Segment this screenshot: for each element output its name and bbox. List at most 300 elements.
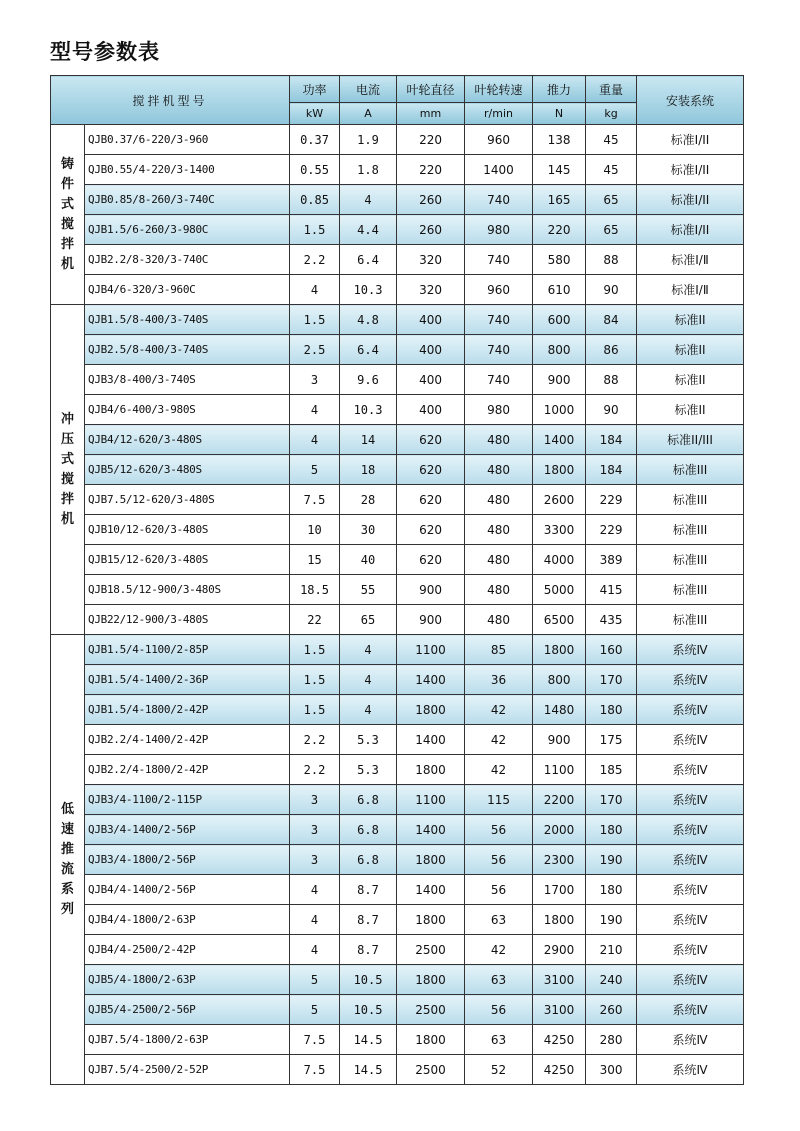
unit-thrust: N: [533, 103, 586, 125]
diameter-cell: 1800: [397, 1025, 465, 1055]
model-cell: QJB4/4-1400/2-56P: [85, 875, 290, 905]
thrust-cell: 1000: [533, 395, 586, 425]
page-title: 型号参数表: [50, 40, 160, 64]
weight-cell: 84: [586, 305, 637, 335]
model-cell: QJB7.5/4-2500/2-52P: [85, 1055, 290, 1085]
model-cell: QJB7.5/4-1800/2-63P: [85, 1025, 290, 1055]
unit-weight: kg: [586, 103, 637, 125]
weight-cell: 175: [586, 725, 637, 755]
table-row: [51, 395, 744, 425]
diameter-cell: 320: [397, 275, 465, 305]
thrust-cell: 1480: [533, 695, 586, 725]
current-cell: 4.4: [340, 215, 397, 245]
thrust-cell: 6500: [533, 605, 586, 635]
diameter-cell: 620: [397, 485, 465, 515]
weight-cell: 389: [586, 545, 637, 575]
model-cell: QJB1.5/4-1800/2-42P: [85, 695, 290, 725]
header-speed: 叶轮转速: [465, 76, 533, 103]
speed-cell: 740: [465, 305, 533, 335]
current-cell: 4: [340, 665, 397, 695]
power-cell: 0.37: [290, 125, 340, 155]
model-cell: QJB18.5/12-900/3-480S: [85, 575, 290, 605]
power-cell: 7.5: [290, 1055, 340, 1085]
install-cell: 标准III: [637, 515, 744, 545]
diameter-cell: 260: [397, 215, 465, 245]
table-row: [51, 545, 744, 575]
header-model: 搅拌机型号: [51, 76, 290, 125]
diameter-cell: 620: [397, 455, 465, 485]
table-row: [51, 635, 744, 665]
thrust-cell: 3100: [533, 965, 586, 995]
unit-power: kW: [290, 103, 340, 125]
thrust-cell: 3300: [533, 515, 586, 545]
install-cell: 标准III: [637, 485, 744, 515]
power-cell: 2.2: [290, 245, 340, 275]
thrust-cell: 1800: [533, 455, 586, 485]
speed-cell: 85: [465, 635, 533, 665]
thrust-cell: 1100: [533, 755, 586, 785]
diameter-cell: 220: [397, 125, 465, 155]
speed-cell: 115: [465, 785, 533, 815]
weight-cell: 88: [586, 365, 637, 395]
power-cell: 2.2: [290, 755, 340, 785]
current-cell: 65: [340, 605, 397, 635]
power-cell: 2.2: [290, 725, 340, 755]
model-cell: QJB4/12-620/3-480S: [85, 425, 290, 455]
current-cell: 1.8: [340, 155, 397, 185]
header-power: 功率: [290, 76, 340, 103]
weight-cell: 184: [586, 455, 637, 485]
power-cell: 1.5: [290, 695, 340, 725]
thrust-cell: 138: [533, 125, 586, 155]
power-cell: 3: [290, 815, 340, 845]
speed-cell: 42: [465, 935, 533, 965]
diameter-cell: 260: [397, 185, 465, 215]
install-cell: 标准Ⅰ/II: [637, 155, 744, 185]
speed-cell: 480: [465, 575, 533, 605]
thrust-cell: 2900: [533, 935, 586, 965]
weight-cell: 229: [586, 515, 637, 545]
power-cell: 5: [290, 965, 340, 995]
power-cell: 18.5: [290, 575, 340, 605]
current-cell: 6.4: [340, 245, 397, 275]
current-cell: 4: [340, 635, 397, 665]
power-cell: 4: [290, 875, 340, 905]
model-cell: QJB1.5/8-400/3-740S: [85, 305, 290, 335]
diameter-cell: 2500: [397, 1055, 465, 1085]
weight-cell: 180: [586, 875, 637, 905]
table-row: [51, 785, 744, 815]
thrust-cell: 610: [533, 275, 586, 305]
table-row: [51, 695, 744, 725]
weight-cell: 45: [586, 155, 637, 185]
speed-cell: 42: [465, 695, 533, 725]
speed-cell: 56: [465, 995, 533, 1025]
diameter-cell: 900: [397, 575, 465, 605]
install-cell: 系统Ⅳ: [637, 665, 744, 695]
thrust-cell: 1800: [533, 905, 586, 935]
header-install: 安装系统: [637, 76, 744, 125]
current-cell: 4.8: [340, 305, 397, 335]
weight-cell: 280: [586, 1025, 637, 1055]
power-cell: 1.5: [290, 635, 340, 665]
current-cell: 6.8: [340, 845, 397, 875]
current-cell: 30: [340, 515, 397, 545]
model-cell: QJB1.5/4-1400/2-36P: [85, 665, 290, 695]
speed-cell: 56: [465, 875, 533, 905]
weight-cell: 210: [586, 935, 637, 965]
weight-cell: 170: [586, 785, 637, 815]
table-row: [51, 665, 744, 695]
model-cell: QJB4/4-1800/2-63P: [85, 905, 290, 935]
speed-cell: 960: [465, 275, 533, 305]
table-row: [51, 275, 744, 305]
header-weight: 重量: [586, 76, 637, 103]
weight-cell: 190: [586, 905, 637, 935]
table-row: [51, 455, 744, 485]
power-cell: 5: [290, 995, 340, 1025]
model-cell: QJB3/4-1800/2-56P: [85, 845, 290, 875]
current-cell: 6.8: [340, 815, 397, 845]
speed-cell: 740: [465, 365, 533, 395]
speed-cell: 480: [465, 425, 533, 455]
model-cell: QJB2.5/8-400/3-740S: [85, 335, 290, 365]
current-cell: 14: [340, 425, 397, 455]
table-row: [51, 965, 744, 995]
power-cell: 1.5: [290, 665, 340, 695]
thrust-cell: 5000: [533, 575, 586, 605]
diameter-cell: 2500: [397, 935, 465, 965]
diameter-cell: 1400: [397, 875, 465, 905]
table-row: [51, 1025, 744, 1055]
speed-cell: 980: [465, 215, 533, 245]
header-row: [51, 76, 744, 103]
model-cell: QJB4/6-320/3-960C: [85, 275, 290, 305]
diameter-cell: 620: [397, 515, 465, 545]
thrust-cell: 4250: [533, 1025, 586, 1055]
current-cell: 8.7: [340, 905, 397, 935]
diameter-cell: 1400: [397, 665, 465, 695]
power-cell: 15: [290, 545, 340, 575]
install-cell: 标准II: [637, 305, 744, 335]
current-cell: 6.8: [340, 785, 397, 815]
speed-cell: 480: [465, 455, 533, 485]
model-cell: QJB5/4-1800/2-63P: [85, 965, 290, 995]
model-cell: QJB2.2/4-1800/2-42P: [85, 755, 290, 785]
table-row: [51, 515, 744, 545]
diameter-cell: 400: [397, 305, 465, 335]
current-cell: 8.7: [340, 875, 397, 905]
install-cell: 系统Ⅳ: [637, 755, 744, 785]
thrust-cell: 900: [533, 725, 586, 755]
diameter-cell: 1800: [397, 755, 465, 785]
thrust-cell: 4250: [533, 1055, 586, 1085]
power-cell: 3: [290, 785, 340, 815]
thrust-cell: 1700: [533, 875, 586, 905]
thrust-cell: 580: [533, 245, 586, 275]
weight-cell: 45: [586, 125, 637, 155]
power-cell: 4: [290, 935, 340, 965]
table-row: [51, 815, 744, 845]
table-row: [51, 365, 744, 395]
current-cell: 55: [340, 575, 397, 605]
power-cell: 1.5: [290, 305, 340, 335]
install-cell: 标准Ⅰ/II: [637, 125, 744, 155]
thrust-cell: 1400: [533, 425, 586, 455]
table-body: [51, 125, 744, 1085]
table-row: [51, 485, 744, 515]
power-cell: 1.5: [290, 215, 340, 245]
thrust-cell: 145: [533, 155, 586, 185]
current-cell: 6.4: [340, 335, 397, 365]
current-cell: 5.3: [340, 755, 397, 785]
weight-cell: 240: [586, 965, 637, 995]
speed-cell: 56: [465, 845, 533, 875]
group-label: 低 速 推 流 系 列: [51, 635, 85, 1085]
speed-cell: 63: [465, 965, 533, 995]
diameter-cell: 1800: [397, 845, 465, 875]
speed-cell: 740: [465, 335, 533, 365]
model-cell: QJB1.5/6-260/3-980C: [85, 215, 290, 245]
model-cell: QJB22/12-900/3-480S: [85, 605, 290, 635]
power-cell: 7.5: [290, 1025, 340, 1055]
thrust-cell: 2300: [533, 845, 586, 875]
power-cell: 7.5: [290, 485, 340, 515]
current-cell: 10.3: [340, 395, 397, 425]
model-cell: QJB3/4-1400/2-56P: [85, 815, 290, 845]
thrust-cell: 2000: [533, 815, 586, 845]
install-cell: 系统Ⅳ: [637, 875, 744, 905]
install-cell: 标准III: [637, 545, 744, 575]
weight-cell: 90: [586, 395, 637, 425]
table-row: [51, 995, 744, 1025]
power-cell: 4: [290, 425, 340, 455]
table-row: [51, 425, 744, 455]
model-cell: QJB3/8-400/3-740S: [85, 365, 290, 395]
weight-cell: 229: [586, 485, 637, 515]
current-cell: 14.5: [340, 1055, 397, 1085]
current-cell: 14.5: [340, 1025, 397, 1055]
speed-cell: 960: [465, 125, 533, 155]
diameter-cell: 1100: [397, 785, 465, 815]
table-row: [51, 725, 744, 755]
current-cell: 1.9: [340, 125, 397, 155]
thrust-cell: 1800: [533, 635, 586, 665]
model-cell: QJB4/4-2500/2-42P: [85, 935, 290, 965]
table-row: [51, 215, 744, 245]
thrust-cell: 4000: [533, 545, 586, 575]
speed-cell: 480: [465, 485, 533, 515]
unit-current: A: [340, 103, 397, 125]
spec-table: [50, 75, 744, 1085]
header-thrust: 推力: [533, 76, 586, 103]
install-cell: 系统Ⅳ: [637, 935, 744, 965]
weight-cell: 300: [586, 1055, 637, 1085]
speed-cell: 480: [465, 545, 533, 575]
thrust-cell: 2200: [533, 785, 586, 815]
install-cell: 系统Ⅳ: [637, 1025, 744, 1055]
model-cell: QJB0.85/8-260/3-740C: [85, 185, 290, 215]
diameter-cell: 2500: [397, 995, 465, 1025]
weight-cell: 260: [586, 995, 637, 1025]
diameter-cell: 1800: [397, 965, 465, 995]
weight-cell: 90: [586, 275, 637, 305]
install-cell: 标准II/III: [637, 425, 744, 455]
model-cell: QJB0.37/6-220/3-960: [85, 125, 290, 155]
weight-cell: 88: [586, 245, 637, 275]
table-row: [51, 935, 744, 965]
diameter-cell: 400: [397, 335, 465, 365]
weight-cell: 435: [586, 605, 637, 635]
table-row: [51, 1055, 744, 1085]
table-row: [51, 155, 744, 185]
speed-cell: 42: [465, 755, 533, 785]
power-cell: 3: [290, 365, 340, 395]
diameter-cell: 620: [397, 425, 465, 455]
unit-diameter: mm: [397, 103, 465, 125]
current-cell: 18: [340, 455, 397, 485]
current-cell: 40: [340, 545, 397, 575]
power-cell: 4: [290, 395, 340, 425]
diameter-cell: 900: [397, 605, 465, 635]
current-cell: 10.5: [340, 995, 397, 1025]
thrust-cell: 800: [533, 335, 586, 365]
current-cell: 9.6: [340, 365, 397, 395]
current-cell: 5.3: [340, 725, 397, 755]
model-cell: QJB3/4-1100/2-115P: [85, 785, 290, 815]
thrust-cell: 220: [533, 215, 586, 245]
install-cell: 标准Ⅰ/II: [637, 185, 744, 215]
power-cell: 0.55: [290, 155, 340, 185]
install-cell: 系统Ⅳ: [637, 905, 744, 935]
speed-cell: 480: [465, 515, 533, 545]
weight-cell: 415: [586, 575, 637, 605]
install-cell: 系统Ⅳ: [637, 815, 744, 845]
table-row: [51, 755, 744, 785]
speed-cell: 740: [465, 245, 533, 275]
install-cell: 标准III: [637, 605, 744, 635]
power-cell: 22: [290, 605, 340, 635]
table-row: [51, 905, 744, 935]
current-cell: 28: [340, 485, 397, 515]
current-cell: 4: [340, 185, 397, 215]
group-label: 铸 件 式 搅 拌 机: [51, 125, 85, 305]
install-cell: 系统Ⅳ: [637, 845, 744, 875]
diameter-cell: 1800: [397, 905, 465, 935]
weight-cell: 160: [586, 635, 637, 665]
diameter-cell: 1400: [397, 725, 465, 755]
power-cell: 5: [290, 455, 340, 485]
install-cell: 标准I/Ⅱ: [637, 275, 744, 305]
weight-cell: 184: [586, 425, 637, 455]
model-cell: QJB5/12-620/3-480S: [85, 455, 290, 485]
model-cell: QJB5/4-2500/2-56P: [85, 995, 290, 1025]
weight-cell: 86: [586, 335, 637, 365]
speed-cell: 56: [465, 815, 533, 845]
install-cell: 标准II: [637, 395, 744, 425]
install-cell: 系统Ⅳ: [637, 965, 744, 995]
thrust-cell: 165: [533, 185, 586, 215]
speed-cell: 980: [465, 395, 533, 425]
model-cell: QJB10/12-620/3-480S: [85, 515, 290, 545]
weight-cell: 190: [586, 845, 637, 875]
power-cell: 2.5: [290, 335, 340, 365]
speed-cell: 42: [465, 725, 533, 755]
power-cell: 3: [290, 845, 340, 875]
speed-cell: 480: [465, 605, 533, 635]
current-cell: 8.7: [340, 935, 397, 965]
diameter-cell: 620: [397, 545, 465, 575]
diameter-cell: 320: [397, 245, 465, 275]
speed-cell: 36: [465, 665, 533, 695]
weight-cell: 65: [586, 215, 637, 245]
install-cell: 标准I/Ⅱ: [637, 245, 744, 275]
install-cell: 系统Ⅳ: [637, 995, 744, 1025]
weight-cell: 65: [586, 185, 637, 215]
current-cell: 4: [340, 695, 397, 725]
power-cell: 10: [290, 515, 340, 545]
diameter-cell: 400: [397, 395, 465, 425]
weight-cell: 180: [586, 695, 637, 725]
thrust-cell: 900: [533, 365, 586, 395]
diameter-cell: 1100: [397, 635, 465, 665]
table-row: [51, 845, 744, 875]
table-row: [51, 575, 744, 605]
speed-cell: 740: [465, 185, 533, 215]
install-cell: 系统Ⅳ: [637, 725, 744, 755]
install-cell: 标准Ⅰ/II: [637, 215, 744, 245]
thrust-cell: 800: [533, 665, 586, 695]
weight-cell: 185: [586, 755, 637, 785]
table-row: [51, 125, 744, 155]
install-cell: 系统Ⅳ: [637, 635, 744, 665]
table-row: [51, 245, 744, 275]
model-cell: QJB1.5/4-1100/2-85P: [85, 635, 290, 665]
table-row: [51, 335, 744, 365]
power-cell: 0.85: [290, 185, 340, 215]
table-row: [51, 875, 744, 905]
install-cell: 标准II: [637, 335, 744, 365]
install-cell: 标准II: [637, 365, 744, 395]
group-label: 冲 压 式 搅 拌 机: [51, 305, 85, 635]
table-row: [51, 185, 744, 215]
model-cell: QJB2.2/4-1400/2-42P: [85, 725, 290, 755]
thrust-cell: 2600: [533, 485, 586, 515]
unit-speed: r/min: [465, 103, 533, 125]
install-cell: 标准III: [637, 575, 744, 605]
header-current: 电流: [340, 76, 397, 103]
diameter-cell: 1400: [397, 815, 465, 845]
install-cell: 标准III: [637, 455, 744, 485]
power-cell: 4: [290, 905, 340, 935]
model-cell: QJB4/6-400/3-980S: [85, 395, 290, 425]
weight-cell: 170: [586, 665, 637, 695]
diameter-cell: 220: [397, 155, 465, 185]
weight-cell: 180: [586, 815, 637, 845]
model-cell: QJB7.5/12-620/3-480S: [85, 485, 290, 515]
model-cell: QJB15/12-620/3-480S: [85, 545, 290, 575]
table-row: [51, 605, 744, 635]
power-cell: 4: [290, 275, 340, 305]
model-cell: QJB2.2/8-320/3-740C: [85, 245, 290, 275]
diameter-cell: 1800: [397, 695, 465, 725]
model-cell: QJB0.55/4-220/3-1400: [85, 155, 290, 185]
speed-cell: 63: [465, 1025, 533, 1055]
speed-cell: 52: [465, 1055, 533, 1085]
thrust-cell: 600: [533, 305, 586, 335]
speed-cell: 1400: [465, 155, 533, 185]
thrust-cell: 3100: [533, 995, 586, 1025]
